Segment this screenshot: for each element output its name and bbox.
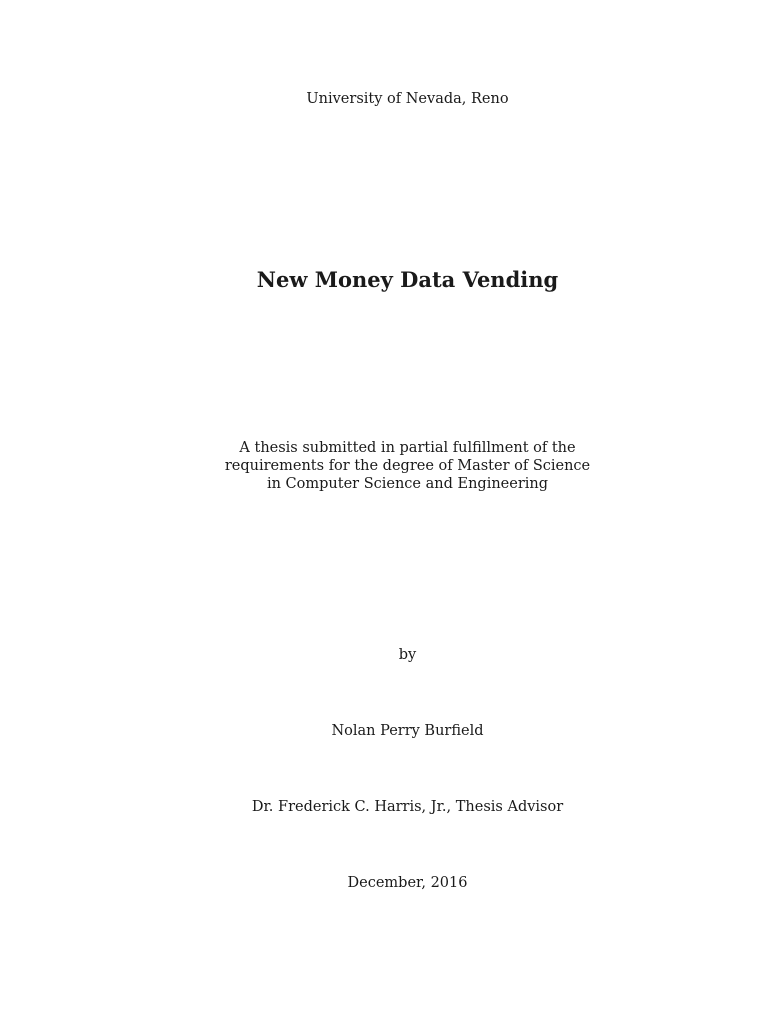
degree-statement (0, 439, 770, 493)
by-label: by (398, 647, 417, 663)
degree-statement-line-3: in Computer Science and Engineering (266, 476, 549, 492)
thesis-title: New Money Data Vending (256, 267, 559, 292)
thesis-advisor: Dr. Frederick C. Harris, Jr., Thesis Advisor (251, 799, 564, 815)
institution-name: University of Nevada, Reno (306, 91, 509, 107)
submission-date: December, 2016 (347, 875, 468, 891)
degree-statement-line-2: requirements for the degree of Master of Science (224, 458, 591, 474)
degree-statement-line-1: A thesis submitted in partial fulfillment of the (239, 440, 576, 456)
author-name: Nolan Perry Burfield (331, 723, 484, 739)
